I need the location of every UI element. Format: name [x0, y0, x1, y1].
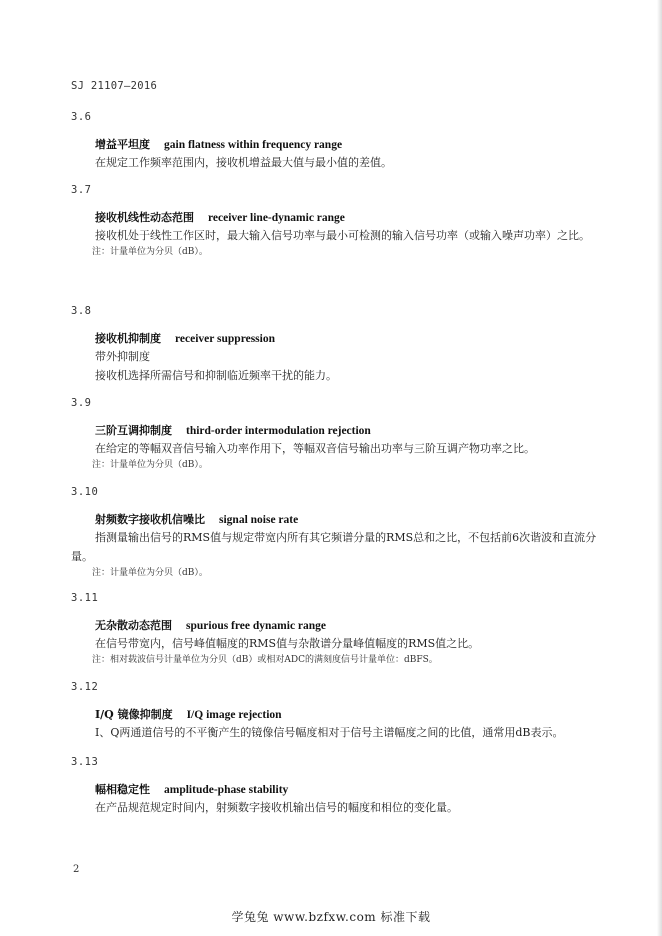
standard-code-header: SJ 21107—2016: [71, 80, 158, 92]
term-definition: 在规定工作频率范围内，接收机增益最大值与最小值的差值。: [95, 156, 392, 169]
term-chinese: 接收机抑制度: [95, 332, 161, 345]
term-definition: I、Q两通道信号的不平衡产生的镜像信号幅度相对于信号主谱幅度之间的比值，通常用dB表示。: [95, 726, 564, 739]
term-english: amplitude-phase stability: [164, 784, 289, 796]
term-note: 注：计量单位为分贝（dB）。: [92, 568, 208, 578]
term-definition: 指测量输出信号的RMS值与规定带宽内所有其它频谱分量的RMS总和之比，不包括前6次谐波和直流分量。: [71, 531, 597, 563]
section-number: 3.13: [71, 756, 99, 768]
term-section-3-13: [71, 755, 601, 817]
term-chinese: I/Q 镜像抑制度: [95, 708, 173, 721]
term-definition: 接收机处于线性工作区时，最大输入信号功率与最小可检测的输入信号功率（或输入噪声功率）之比。: [95, 229, 590, 242]
term-definition: 在信号带宽内，信号峰值幅度的RMS值与杂散谱分量峰值幅度的RMS值之比。: [95, 637, 480, 650]
term-chinese: 三阶互调抑制度: [95, 424, 172, 437]
term-section-3-12: [71, 680, 601, 742]
term-chinese: 无杂散动态范围: [95, 619, 172, 632]
term-heading: [95, 707, 601, 723]
term-alternative: 带外抑制度: [95, 350, 150, 363]
term-heading: [95, 210, 601, 226]
section-number: 3.8: [71, 305, 92, 317]
term-note: 注：计量单位为分贝（dB）。: [92, 460, 208, 470]
term-definition: 在给定的等幅双音信号输入功率作用下，等幅双音信号输出功率与三阶互调产物功率之比。: [95, 442, 535, 455]
term-heading: [95, 512, 601, 528]
section-number: 3.6: [71, 111, 92, 123]
term-chinese: 增益平坦度: [95, 138, 150, 151]
term-english: signal noise rate: [219, 514, 299, 526]
section-number: 3.10: [71, 486, 99, 498]
term-definition: 在产品规范规定时间内，射频数字接收机输出信号的幅度和相位的变化量。: [95, 801, 458, 814]
section-number: 3.11: [71, 592, 99, 604]
term-heading: [95, 782, 601, 798]
section-number: 3.12: [71, 681, 99, 693]
term-english: spurious free dynamic range: [186, 620, 327, 632]
scan-edge: [657, 0, 662, 936]
section-number: 3.9: [71, 397, 92, 409]
term-chinese: 接收机线性动态范围: [95, 211, 194, 224]
term-english: receiver line-dynamic range: [208, 212, 345, 224]
term-english: third-order intermodulation rejection: [186, 425, 371, 437]
term-heading: [95, 423, 601, 439]
term-section-3-6: [71, 110, 601, 172]
term-section-3-9: [71, 396, 601, 473]
term-chinese: 射频数字接收机信噪比: [95, 513, 205, 526]
term-heading: [95, 137, 601, 153]
site-watermark-footer: 学兔兔 www.bzfxw.com 标准下载: [231, 910, 431, 924]
term-heading: [95, 618, 601, 634]
term-definition: 接收机选择所需信号和抑制临近频率干扰的能力。: [95, 369, 337, 382]
term-section-3-11: [71, 591, 601, 668]
term-english: I/Q image rejection: [186, 709, 282, 721]
term-note: 注：计量单位为分贝（dB）。: [92, 247, 208, 257]
term-section-3-7: [71, 183, 601, 260]
term-section-3-10: [71, 485, 601, 581]
term-heading: [95, 331, 601, 347]
term-english: receiver suppression: [175, 333, 275, 345]
term-note: 注：相对载波信号计量单位为分贝（dB）或相对ADC的满刻度信号计量单位：dBFS。: [92, 655, 438, 665]
term-english: gain flatness within frequency range: [164, 139, 343, 151]
term-section-3-8: [71, 304, 601, 385]
section-number: 3.7: [71, 184, 92, 196]
page-number: 2: [73, 864, 80, 875]
term-chinese: 幅相稳定性: [95, 783, 150, 796]
